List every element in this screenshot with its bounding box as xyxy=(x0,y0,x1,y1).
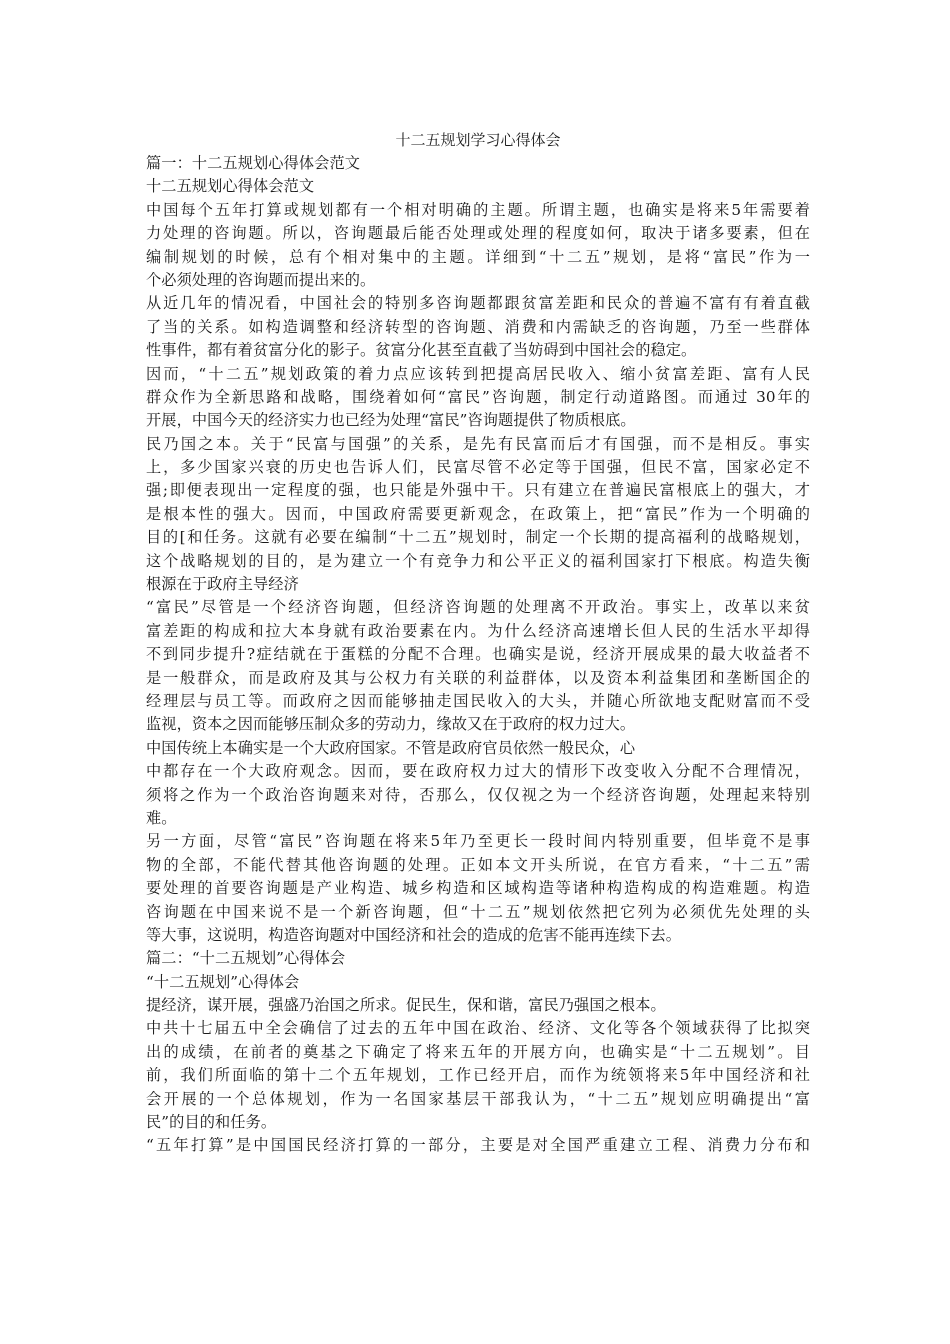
text-line: 中共十七届五中全会确信了过去的五年中国在政治、经济、文化等各个领域获得了比拟突 xyxy=(146,1019,810,1038)
text-line: “五年打算”是中国国民经济打算的一部分，主要是对全国严重建立工程、消费力分布和 xyxy=(146,1136,810,1155)
text-line: 前，我们所面临的第十二个五年规划，工作已经开启，而作为统领将来5年中国经济和社 xyxy=(146,1066,810,1085)
text-line: 民”的目的和任务。 xyxy=(146,1113,277,1132)
text-line: 这个战略规划的目的，是为建立一个有竞争力和公平正义的福利国家打下根底。构造失衡 xyxy=(146,551,810,570)
document-body xyxy=(146,152,810,1158)
document-title: 十二五规划学习心得体会 xyxy=(395,131,561,149)
text-line: 中国每个五年打算或规划都有一个相对明确的主题。所谓主题，也确实是将来5年需要着 xyxy=(146,200,810,219)
document-page xyxy=(146,128,810,1158)
text-line: 力处理的咨询题。所以，咨询题最后能否处理或处理的程度如何，取决于诸多要素，但在 xyxy=(146,224,810,243)
text-line: 出的成绩，在前者的奠基之下确定了将来五年的开展方向，也确实是“十二五规划”。目 xyxy=(146,1042,810,1061)
text-line: 十二五规划心得体会范文 xyxy=(146,177,315,196)
text-line: 要处理的首要咨询题是产业构造、城乡构造和区域构造等诸种构造构成的构造难题。构造 xyxy=(146,879,810,898)
text-line: 上，多少国家兴衰的历史也告诉人们，民富尽管不必定等于国强，但民不富，国家必定不 xyxy=(146,458,810,477)
text-line: 目的[和任务。这就有必要在编制“十二五”规划时，制定一个长期的提高福利的战略规划， xyxy=(146,528,810,547)
text-line: 经理层与员工等。而政府之因而能够抽走国民收入的大头，并随心所欲地支配财富而不受 xyxy=(146,691,810,710)
text-line: 物的全部，不能代替其他咨询题的处理。正如本文开头所说，在官方看来，“十二五”需 xyxy=(146,855,810,874)
text-line: “十二五规划”心得体会 xyxy=(146,972,300,991)
text-line: 是根本性的强大。因而，中国政府需要更新观念，在政策上，把“富民”作为一个明确的 xyxy=(146,504,810,523)
text-line: 中都存在一个大政府观念。因而，要在政府权力过大的情形下改变收入分配不合理情况， xyxy=(146,762,810,781)
text-line: 民乃国之本。关于“民富与国强”的关系，是先有民富而后才有国强，而不是相反。事实 xyxy=(146,434,810,453)
text-line: 另一方面，尽管“富民”咨询题在将来5年乃至更长一段时间内特别重要，但毕竟不是事 xyxy=(146,832,810,851)
text-line: 难。 xyxy=(146,808,177,827)
text-line: 须将之作为一个政治咨询题来对待，否那么，仅仅视之为一个经济咨询题，处理起来特别 xyxy=(146,785,810,804)
text-line: 开展，中国今天的经济实力也已经为处理“富民”咨询题提供了物质根底。 xyxy=(146,411,636,430)
text-line: 性事件，都有着贫富分化的影子。贫富分化甚至直截了当妨碍到中国社会的稳定。 xyxy=(146,341,697,360)
text-line: 咨询题在中国来说不是一个新咨询题，但“十二五”规划依然把它列为必须优先处理的头 xyxy=(146,902,810,921)
text-line: 中国传统上本确实是一个大政府国家。不管是政府官员依然一般民众，心 xyxy=(146,738,636,757)
text-line: 编制规划的时候，总有个相对集中的主题。详细到“十二五”规划，是将“富民”作为一 xyxy=(146,247,810,266)
text-line: 从近几年的情况看，中国社会的特别多咨询题都跟贫富差距和民众的普遍不富有有着直截 xyxy=(146,294,810,313)
text-line: 会开展的一个总体规划，作为一名国家基层干部我认为，“十二五”规划应明确提出“富 xyxy=(146,1089,810,1108)
text-line: “富民”尽管是一个经济咨询题，但经济咨询题的处理离不开政治。事实上，改革以来贫 xyxy=(146,598,810,617)
text-line: 因而，“十二五”规划政策的着力点应该转到把提高居民收入、缩小贫富差距、富有人民 xyxy=(146,364,810,383)
text-line: 富差距的构成和拉大本身就有政治要素在内。为什么经济高速增长但人民的生活水平却得 xyxy=(146,621,810,640)
text-line: 强;即便表现出一定程度的强，也只能是外强中干。只有建立在普遍民富根底上的强大，才 xyxy=(146,481,810,500)
text-line: 提经济，谋开展，强盛乃治国之所求。促民生，保和谐，富民乃强国之根本。 xyxy=(146,996,666,1015)
text-line: 个必须处理的咨询题而提出来的。 xyxy=(146,270,376,289)
text-line: 监视，资本之因而能够压制众多的劳动力，缘故又在于政府的权力过大。 xyxy=(146,715,636,734)
text-line: 是一般群众，而是政府及其与公权力有关联的利益群体，以及资本利益集团和垄断国企的 xyxy=(146,668,810,687)
text-line: 群众作为全新思路和战略，围绕着如何“富民”咨询题，制定行动道路图。而通过 30年的 xyxy=(146,387,810,406)
text-line: 篇一：十二五规划心得体会范文 xyxy=(146,154,361,172)
text-line: 等大事，这说明，构造咨询题对中国经济和社会的造成的危害不能再连续下去。 xyxy=(146,925,682,944)
text-line: 根源在于政府主导经济 xyxy=(146,575,299,594)
text-line: 篇二：“十二五规划”心得体会 xyxy=(146,949,346,968)
text-line: 不到同步提升?症结就在于蛋糕的分配不合理。也确实是说，经济开展成果的最大收益者不 xyxy=(146,645,810,664)
text-line: 了当的关系。如构造调整和经济转型的咨询题、消费和内需缺乏的咨询题，乃至一些群体 xyxy=(146,317,810,336)
